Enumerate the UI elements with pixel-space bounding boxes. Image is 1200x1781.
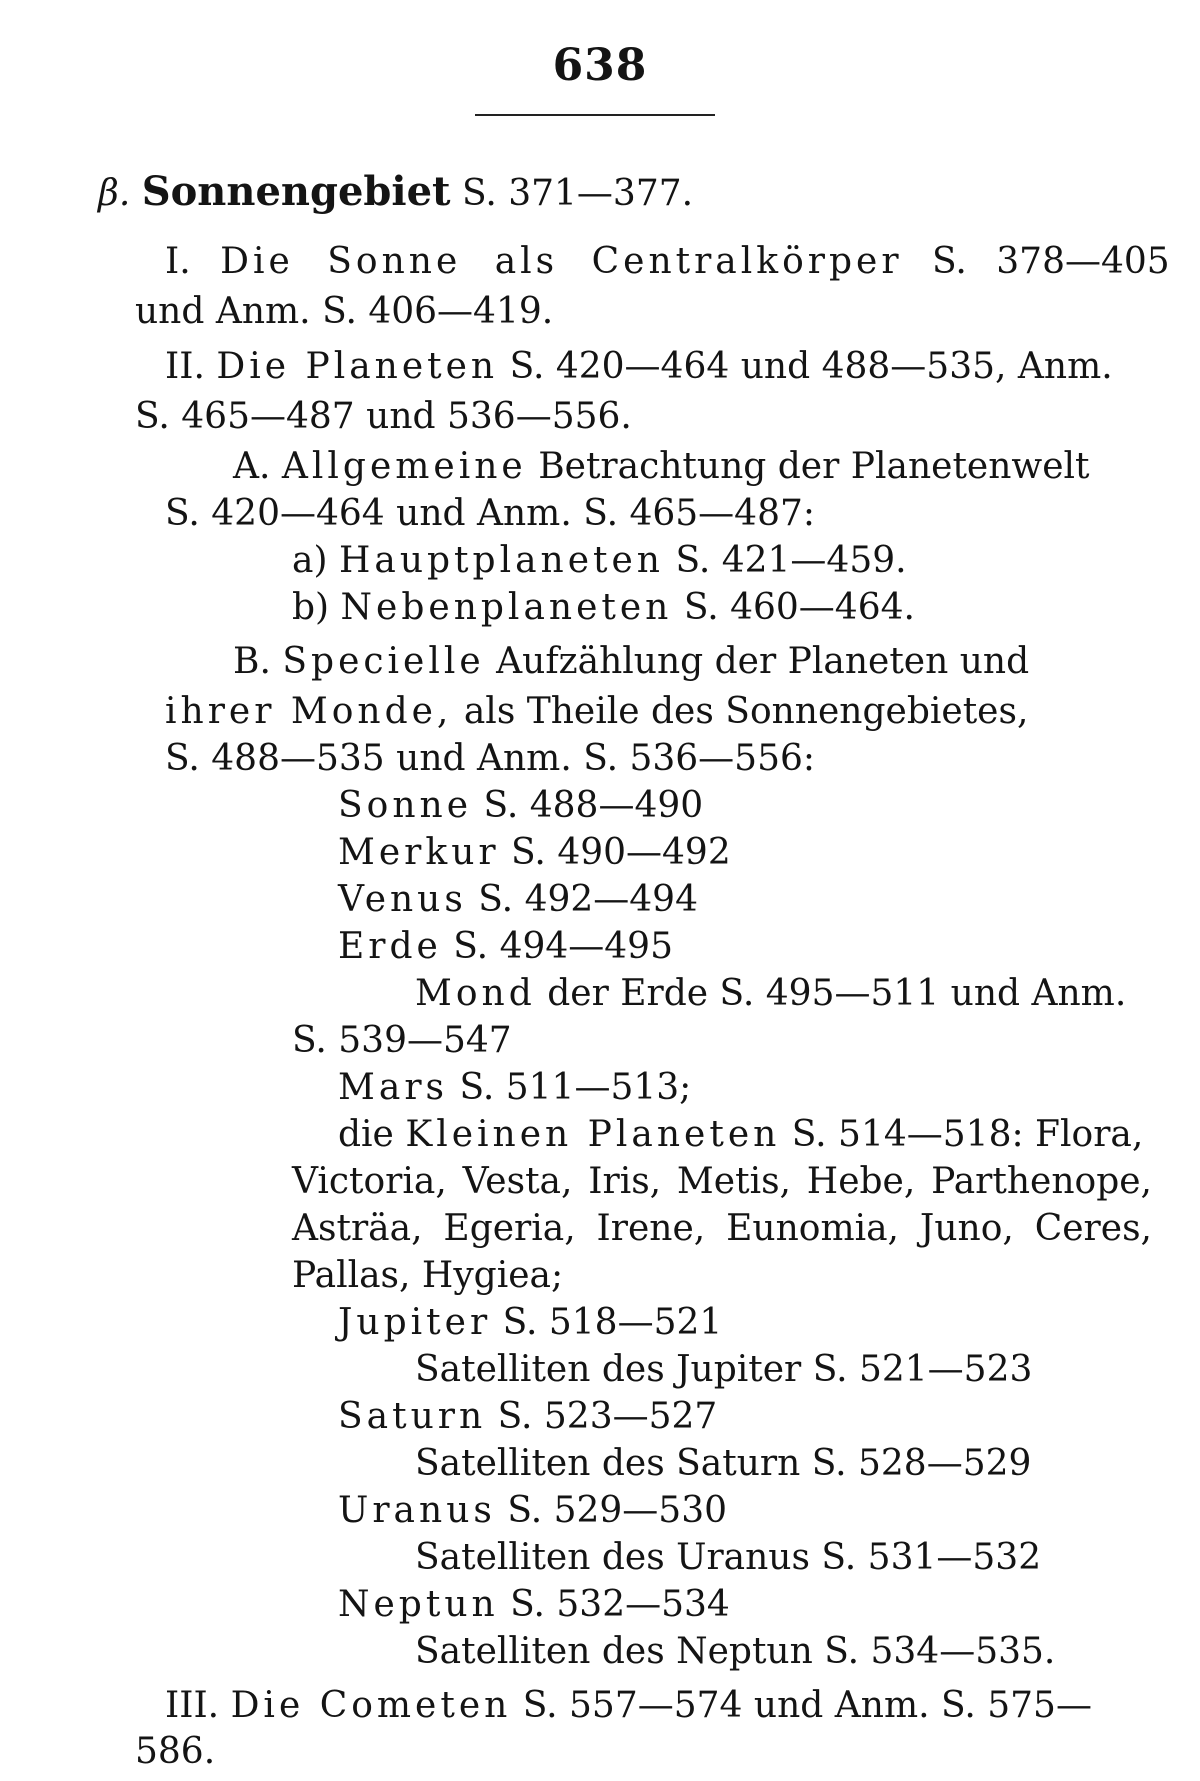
entry-title: Hauptplaneten <box>338 540 664 581</box>
toc-line <box>292 586 915 630</box>
toc-line: Satelliten des Uranus S. 531—532 <box>415 1537 1042 1578</box>
line-rest: S. 378—405 <box>932 241 1170 282</box>
entry-title: Sonne <box>338 785 473 826</box>
entry-title: Merkur <box>338 832 500 873</box>
line-rest: als Theile des Sonnengebietes, <box>463 691 1029 732</box>
line-prefix: a) <box>292 540 328 581</box>
entry-title: Kleinen Planeten <box>405 1114 781 1155</box>
entry-title: Nebenplaneten <box>340 587 673 628</box>
entry-title: Allgemeine <box>281 446 527 487</box>
entry-title: Specielle <box>282 641 485 682</box>
toc-line <box>338 925 673 969</box>
toc-line: Pallas, Hygiea; <box>292 1255 564 1296</box>
toc-line <box>233 640 1029 684</box>
section-heading-line <box>98 170 693 214</box>
line-rest: S. 557—574 und Anm. S. 575— <box>522 1685 1092 1726</box>
toc-line <box>338 1489 727 1533</box>
toc-line: Victoria, Vesta, Iris, Metis, Hebe, Parthenope, <box>292 1161 1152 1202</box>
line-prefix: β. <box>98 173 131 214</box>
toc-line: Satelliten des Neptun S. 534—535. <box>415 1631 1056 1672</box>
toc-line: S. 539—547 <box>292 1020 512 1061</box>
toc-line <box>415 972 1126 1016</box>
entry-title: Erde <box>338 926 442 967</box>
line-prefix: die <box>338 1114 394 1155</box>
toc-line <box>165 1684 1092 1728</box>
line-rest: S. 460—464. <box>683 587 915 628</box>
header-rule <box>475 114 715 116</box>
toc-line <box>338 1395 717 1439</box>
line-rest: S. 492—494 <box>478 879 698 920</box>
line-rest: S. 494—495 <box>453 926 673 967</box>
line-prefix: I. <box>165 241 191 282</box>
line-rest: S. 532—534 <box>510 1584 730 1625</box>
toc-line <box>338 1066 691 1110</box>
toc-line: S. 420—464 und Anm. S. 465—487: <box>165 493 816 534</box>
entry-title: Jupiter <box>338 1302 492 1343</box>
line-rest: S. 421—459. <box>675 540 907 581</box>
line-rest: der Erde S. 495—511 und Anm. <box>547 973 1127 1014</box>
toc-line <box>165 345 1113 389</box>
line-rest: S. 490—492 <box>511 832 731 873</box>
section-heading: Sonnengebiet <box>141 168 451 215</box>
line-rest: Aufzählung der Planeten und <box>496 641 1030 682</box>
line-rest: S. 529—530 <box>507 1490 728 1531</box>
toc-line <box>338 831 731 875</box>
toc-line <box>165 690 1028 734</box>
line-prefix: III. <box>165 1685 220 1726</box>
toc-line <box>338 784 703 828</box>
toc-line <box>338 878 698 922</box>
entry-title: Mars <box>338 1067 449 1108</box>
toc-line: 586. <box>135 1731 216 1772</box>
toc-line: Satelliten des Jupiter S. 521—523 <box>415 1349 1033 1390</box>
toc-line <box>165 240 1170 284</box>
line-rest: S. 511—513; <box>459 1067 692 1108</box>
line-rest: Betrachtung der Planetenwelt <box>538 446 1090 487</box>
toc-line: und Anm. S. 406—419. <box>135 291 554 332</box>
entry-title: Venus <box>338 879 467 920</box>
line-rest: S. 518—521 <box>502 1302 723 1343</box>
entry-title: Die Cometen <box>230 1685 512 1726</box>
line-prefix: II. <box>165 346 205 387</box>
toc-line <box>338 1301 722 1345</box>
toc-line <box>338 1113 1143 1157</box>
entry-title: ihrer Monde, <box>165 691 453 732</box>
toc-line: Satelliten des Saturn S. 528—529 <box>415 1443 1032 1484</box>
line-prefix: A. <box>233 446 271 487</box>
line-rest: S. 523—527 <box>497 1396 718 1437</box>
line-prefix: B. <box>233 641 271 682</box>
toc-line: Asträa, Egeria, Irene, Eunomia, Juno, Ceres, <box>292 1208 1152 1249</box>
entry-title: Mond <box>415 973 536 1014</box>
entry-title: Uranus <box>338 1490 496 1531</box>
entry-title: Neptun <box>338 1584 499 1625</box>
entry-title: Die Planeten <box>216 346 499 387</box>
line-rest: S. 371—377. <box>461 173 694 214</box>
entry-title: Saturn <box>338 1396 487 1437</box>
toc-line <box>233 445 1090 489</box>
toc-line <box>292 539 907 583</box>
line-rest: S. 514—518: Flora, <box>791 1114 1144 1155</box>
toc-line <box>338 1583 730 1627</box>
line-rest: S. 420—464 und 488—535, Anm. <box>509 346 1113 387</box>
page-number: 638 <box>552 40 648 91</box>
toc-line: S. 465—487 und 536—556. <box>135 396 632 437</box>
toc-line: S. 488—535 und Anm. S. 536—556: <box>165 738 816 779</box>
line-rest: S. 488—490 <box>483 785 704 826</box>
line-prefix: b) <box>292 587 330 628</box>
entry-title: Die Sonne als Centralkörper <box>220 241 903 282</box>
